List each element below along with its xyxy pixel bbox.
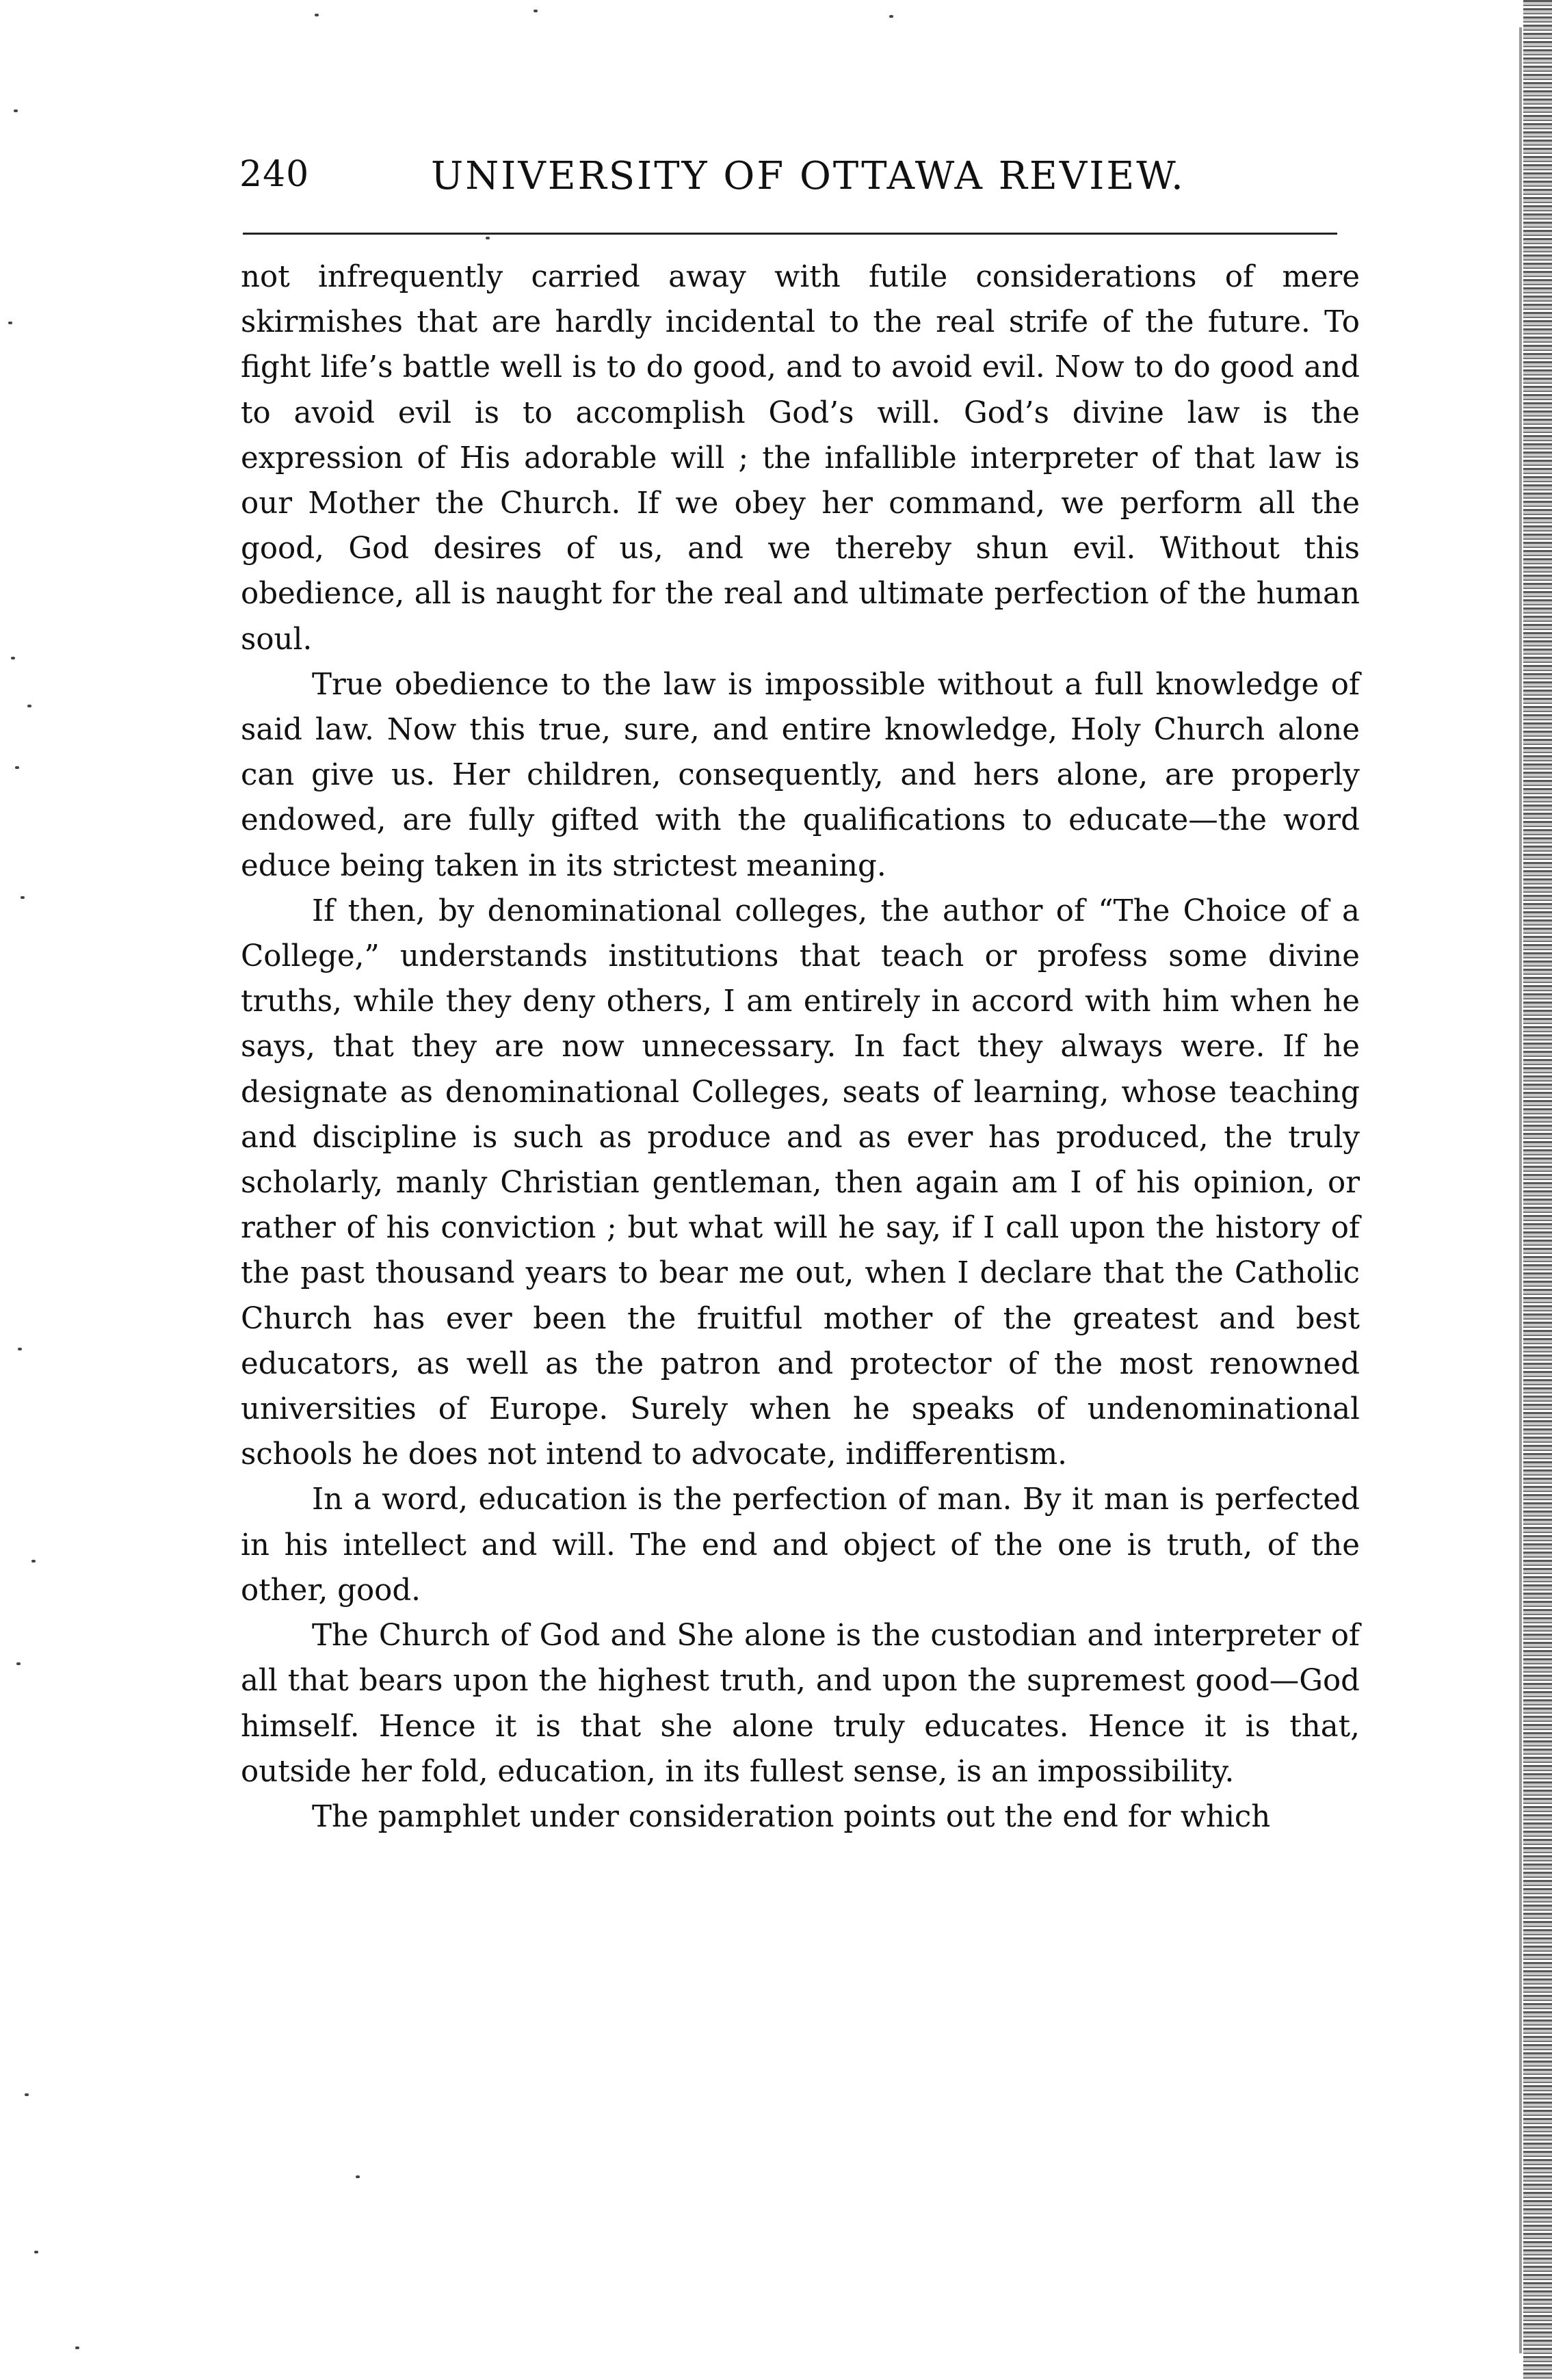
paragraph: True obedience to the law is impossible without a full knowledge of said law. Now this true, sure, and entire knowledge, Holy Church alone can give us. Her children, consequently, and hers alone, are properly endowed, are fully gifted with the qualifications to educate—the word educe being taken in its strictest meaning. xyxy=(241,667,1360,883)
article-body xyxy=(241,254,1360,1840)
scan-speck xyxy=(534,10,538,12)
scan-speck xyxy=(8,322,12,324)
scan-speck xyxy=(11,657,15,659)
scan-speck xyxy=(16,1662,21,1665)
paragraph-continued: not infrequently carried away with futile considerations of mere skirmishes that are hardly incidental to the real strife of the future. To fight life’s battle well is to do good, and to avoid evil. Now to do good and to avoid evil is to accomplish God’s will. God’s divine law is the expression of His adorable will ; the infallible interpreter of that law is our Mother the Church. If we obey her command, we perform all the good, God desires of us, and we thereby shun evil. Without this obedience, all is naught for the real and ultimate perfection of the human soul. xyxy=(241,260,1360,657)
scan-speck xyxy=(27,705,31,707)
paragraph: In a word, education is the perfection of man. By it man is perfected in his intellect and will. The end and object of the one is truth, of the other, good. xyxy=(241,1482,1360,1608)
scan-speck xyxy=(315,14,319,16)
paragraph: The pamphlet under consideration points out the end for which xyxy=(312,1799,1271,1834)
scan-speck xyxy=(34,2251,38,2253)
scan-speck xyxy=(14,109,18,112)
running-title: UNIVERSITY OF OTTAWA REVIEW. xyxy=(431,154,1185,198)
scan-speck xyxy=(31,1560,36,1562)
scan-speck xyxy=(15,766,19,769)
scan-speck xyxy=(21,896,25,899)
paragraph: If then, by denominational colleges, the author of “The Choice of a College,” understands institutions that teach or profess some divine truths, while they deny others, I am entirely in accord with him when he says, that they are now unnecessary. In fact they always were. If he designate as denominational Colleges, seats of learning, whose teaching and discipline is such as produce and as ever has produced, the truly scholarly, manly Christian gentleman, then again am I of his opinion, or rather of his conviction ; but what will he say, if I call upon the history of the past thousand years to bear me out, when I declare that the Catholic Church has ever been the fruitful mother of the greatest and best educators, as well as the patron and protector of the most renowned universities of Europe. Surely when he speaks of undenominational schools he does not intend to advocate, indifferentism. xyxy=(241,893,1360,1472)
page-header xyxy=(239,154,1361,215)
scan-speck xyxy=(486,237,490,239)
scan-speck xyxy=(25,2093,29,2096)
scan-speck xyxy=(356,2175,360,2178)
scan-edge-line xyxy=(1519,27,1522,2353)
paragraph: The Church of God and She alone is the custodian and interpreter of all that bears upon the highest truth, and upon the supremest good—God himself. Hence it is that she alone truly educates. Hence it is that, outside her fold, education, in its fullest sense, is an impossibility. xyxy=(241,1619,1360,1789)
scan-speck xyxy=(889,15,893,18)
header-rule xyxy=(243,233,1337,235)
scan-speck xyxy=(18,1348,22,1350)
scan-edge-texture xyxy=(1523,0,1552,2380)
scan-speck xyxy=(75,2346,79,2349)
page-number: 240 xyxy=(239,154,310,195)
